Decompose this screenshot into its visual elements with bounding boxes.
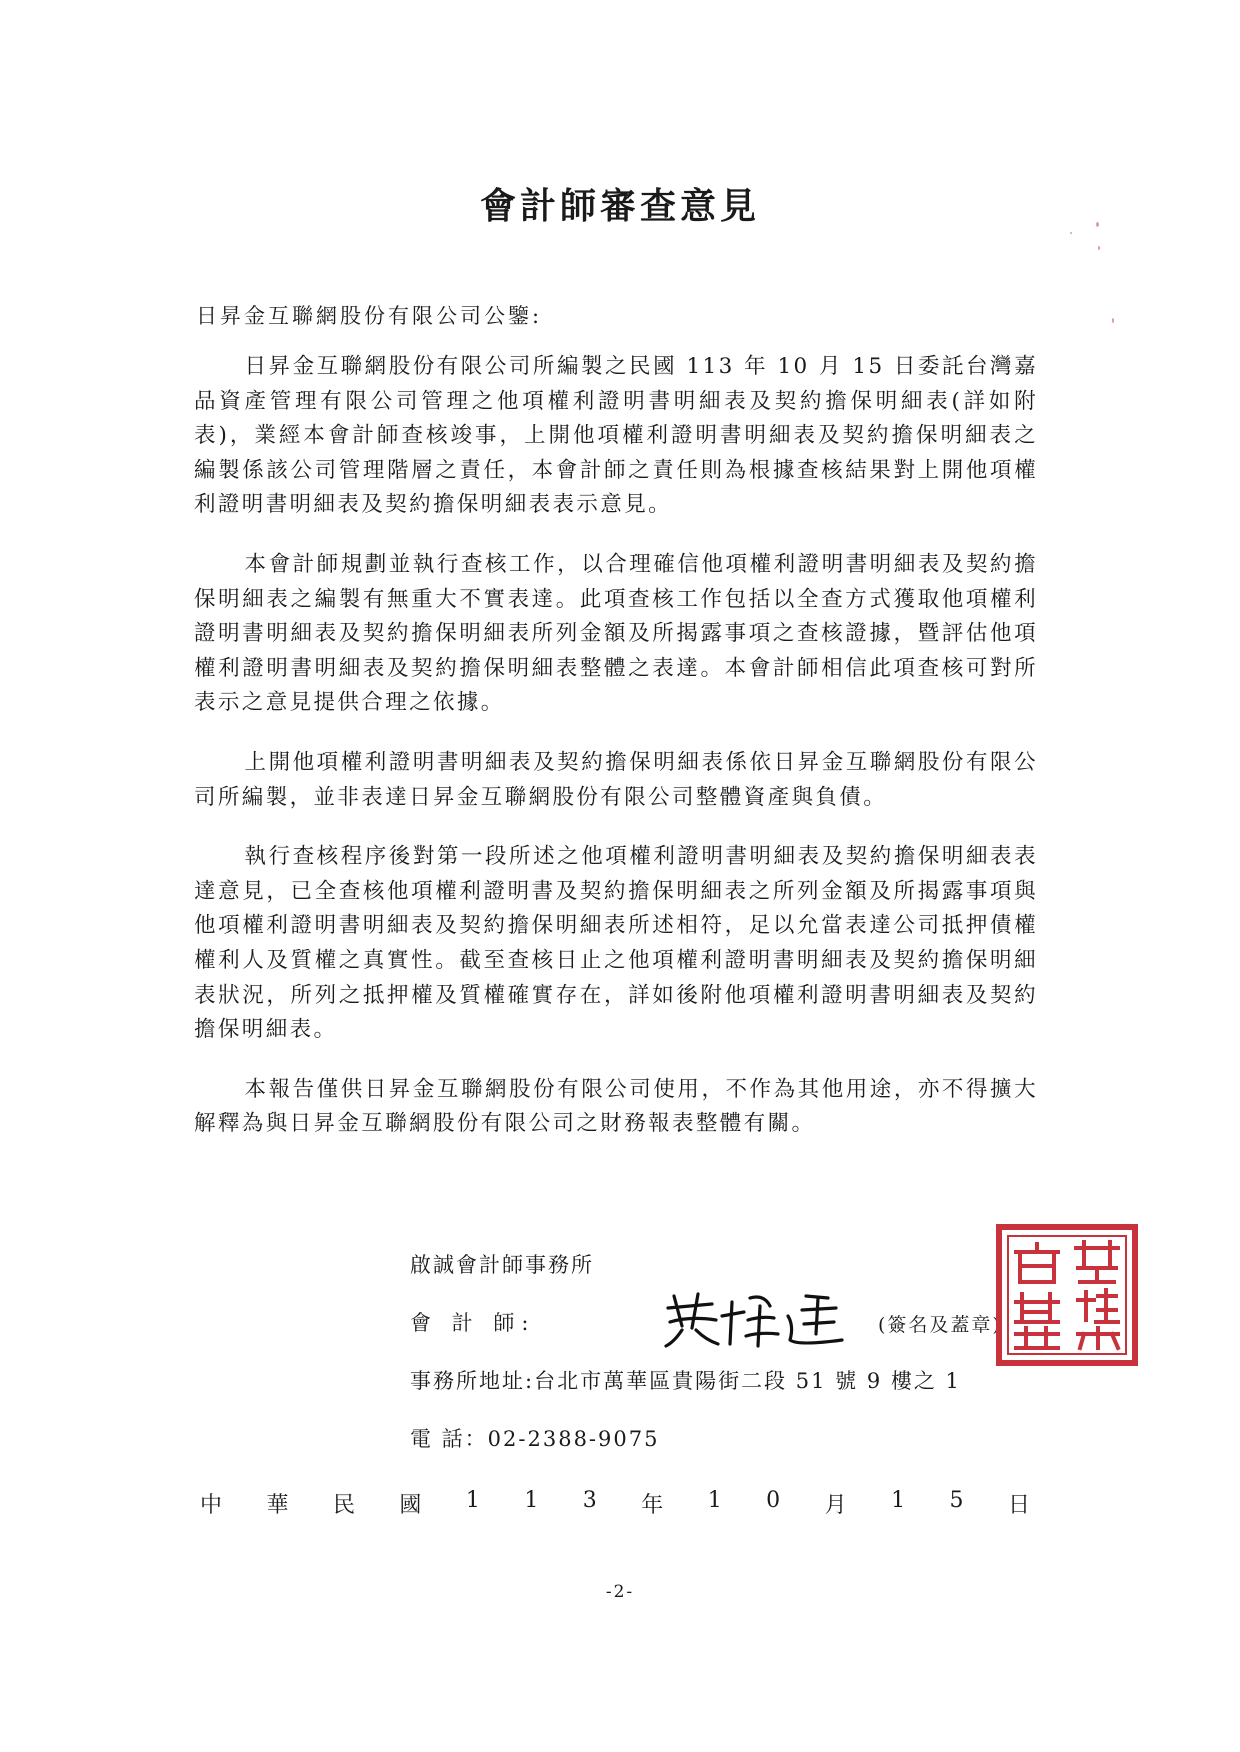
page-number: -2- [605, 1582, 635, 1602]
accountant-label: 會 計 師: [410, 1311, 536, 1335]
paragraph-audit-work: 本會計師規劃並執行查核工作，以合理確信他項權利證明書明細表及契約擔保明細表之編製有無重大不實表達。此項查核工作包括以全查方式獲取他項權利證明書明細表及契約擔保明細表所列金額及所揭露事項之查核證據，暨評估他項權利證明書明細表及契約擔保明細表整體之表達。本會計師相信此項查核可對所表示之意見提供合理之依據。 [194, 551, 1038, 716]
scan-speck [1070, 232, 1072, 234]
date-char: 年 [641, 1493, 664, 1518]
date-char: 華 [266, 1493, 289, 1518]
accountant-seal-stamp [994, 1222, 1140, 1368]
scan-speck [1096, 222, 1099, 227]
date-char: 0 [766, 1488, 781, 1513]
paragraph-basis: 上開他項權利證明書明細表及契約擔保明細表係依日昇金互聯網股份有限公司所編製，並非表達日昇金互聯網股份有限公司整體資產與負債。 [194, 749, 1038, 810]
firm-address: 事務所地址:台北市萬華區貴陽街二段 51 號 9 樓之 1 [410, 1369, 961, 1393]
page-title: 會計師審查意見 [479, 186, 760, 227]
signature-block [410, 1250, 1050, 1482]
date-char: 1 [465, 1488, 480, 1513]
date-char: 1 [891, 1488, 906, 1513]
date-char: 國 [399, 1493, 422, 1518]
date-char: 日 [1007, 1493, 1030, 1518]
paragraph-scope: 日昇金互聯網股份有限公司所編製之民國 113 年 10 月 15 日委託台灣嘉品資產管理有限公司管理之他項權利證明書明細表及契約擔保明細表(詳如附表)，業經本會計師查核竣事，上開他項權利證明書明細表及契約擔保明細表之編製係該公司管理階層之責任，本會計師之責任則為根據查核結果對上開他項權利證明書明細表及契約擔保明細表表示意見。 [194, 354, 1038, 518]
report-date [200, 1488, 1030, 1519]
date-char: 5 [949, 1488, 964, 1513]
scan-speck [1098, 246, 1100, 250]
accountant-line [410, 1308, 1050, 1366]
opinion-body [194, 350, 1038, 1167]
scan-speck [1112, 318, 1114, 323]
addressee-line: 日昇金互聯網股份有限公司公鑒: [196, 304, 543, 328]
firm-name: 啟誠會計師事務所 [410, 1253, 594, 1277]
firm-phone: 電 話：02-2388-9075 [410, 1427, 660, 1451]
sign-and-seal-note: (簽名及蓋章) [878, 1314, 1002, 1336]
date-char: 1 [524, 1488, 539, 1513]
date-char: 3 [582, 1488, 597, 1513]
paragraph-restriction: 本報告僅供日昇金互聯網股份有限公司使用，不作為其他用途，亦不得擴大解釋為與日昇金互聯網股份有限公司之財務報表整體有關。 [194, 1076, 1038, 1137]
date-char: 月 [824, 1493, 847, 1518]
date-char: 中 [200, 1493, 223, 1518]
date-char: 民 [332, 1493, 355, 1518]
date-char: 1 [707, 1488, 722, 1513]
paragraph-opinion: 執行查核程序後對第一段所述之他項權利證明書明細表及契約擔保明細表表達意見，已全查核他項權利證明書及契約擔保明細表之所列金額及所揭露事項與他項權利證明書明細表及契約擔保明細表所述相符，足以允當表達公司抵押債權權利人及質權之真實性。截至查核日止之他項權利證明書明細表及契約擔保明細表狀況，所列之抵押權及質權確實存在，詳如後附他項權利證明書明細表及契約擔保明細表。 [194, 844, 1038, 1043]
handwritten-signature [660, 1286, 850, 1352]
